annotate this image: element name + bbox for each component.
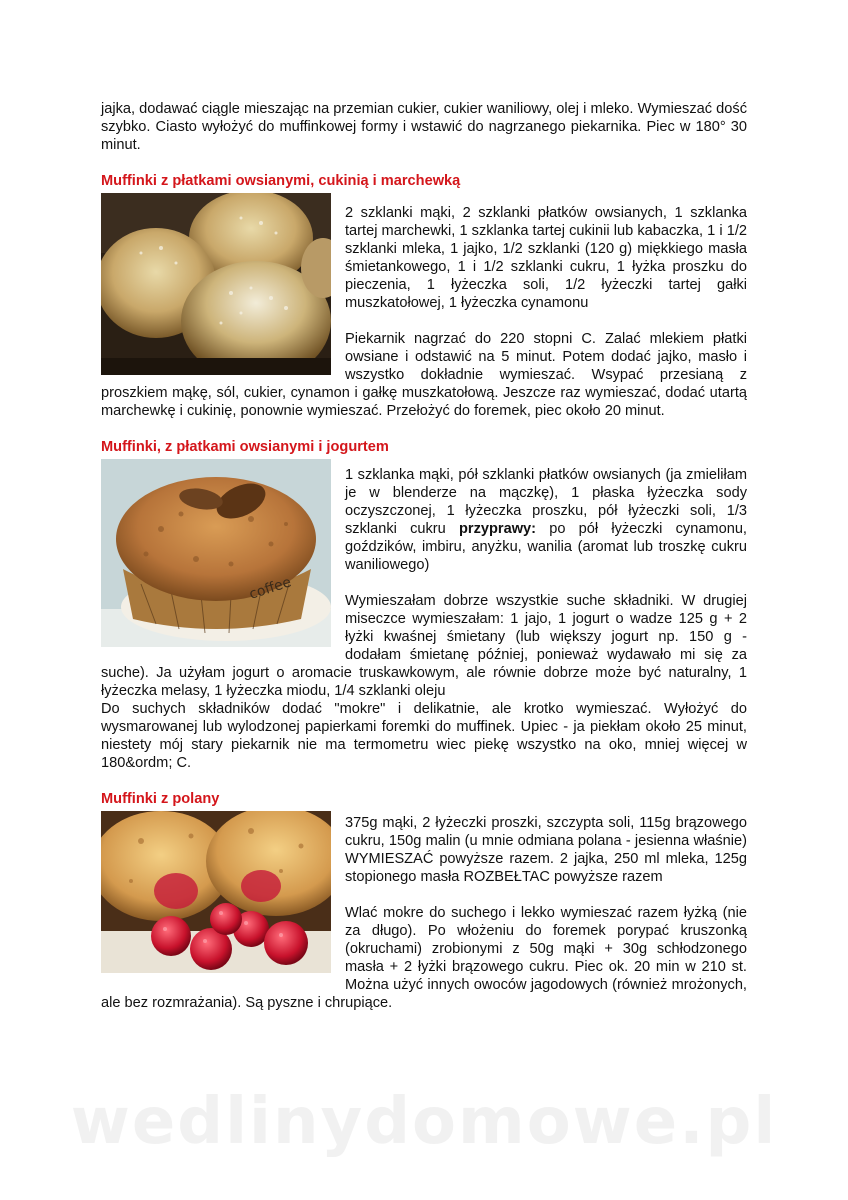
recipe2-method-continued: Do suchych składników dodać "mokre" i delikatnie, ale krotko wymieszać. Wyłożyć do wysmarowanej lub wylodzonej papierkami foremki do muffinek. Upiec - ja piekłam około 25 minut, niestety mój stary piekarnik nie ma termometru wiec piekę wszystko na oko, mniej więcej w 180&ordm; C.: [101, 701, 747, 771]
recipe2-method: Wymieszałam dobrze wszystkie suche składniki. W drugiej miseczce wymieszałam: 1 jajo, 1 jogurt o wadze 125 g + 2 łyżki kwaśnej śmietany (lub większy jogurt np. 150 g - dodałam śmietanę później, ponieważ wydawało mi się za suche). Ja użyłam jogurt o aromacie truskawkowym, ale równie dobrze może być naturalny, 1 łyżeczka melasy, 1 łyżeczka miodu, 1/4 szklanki oleju: [101, 593, 747, 699]
svg-text:coffee: coffee: [247, 574, 294, 603]
recipe-title-oat-zucchini-carrot: Muffinki z płatkami owsianymi, cukinią i marchewką: [101, 173, 461, 189]
recipe2-spices-label: przyprawy:: [458, 521, 537, 537]
photo-oat-yogurt-muffin: [101, 459, 331, 647]
watermark: wedlinydomowe.pl: [70, 1085, 778, 1159]
recipe3-method: Wlać mokre do suchego i lekko wymieszać razem łyżką (nie za długo). Po włożeniu do foremek porypać kruszonką (okruchami) zrobionymi z 50g mąki + 30g schłodzonego masła + 2 łyżki brązowego cukru. Piec ok. 20 min w 210 st. Można użyć innych owoców jagodowych (również mrożonych, ale bez rozmrażania). Są pyszne i chrupiące.: [101, 905, 747, 1011]
recipe1-method: Piekarnik nagrzać do 220 stopni C. Zalać mlekiem płatki owsiane i odstawić na 5 minut. Potem dodać jajko, masło i wszystko dokładnie wymieszać. Wsypać przesianą z proszkiem mąkę, sól, cukier, cynamon i gałkę muszkatołową. Jeszcze raz wymieszać, dodać utartą marchewkę i cukinię, ponownie wymieszać. Przełożyć do foremek, piec około 20 minut.: [101, 331, 747, 419]
photo-oat-zucchini-muffins: [101, 193, 331, 375]
recipe-title-polana: Muffinki z polany: [101, 791, 220, 807]
recipe3-ingredients: 375g mąki, 2 łyżeczki proszki, szczypta soli, 115g brązowego cukru, 150g malin (u mnie odmiana polana - jesienna właśnie) WYMIESZAĆ powyższe razem. 2 jajka, 250 ml mleka, 125g stopionego masła ROZBEŁTAC powyższe razem: [345, 815, 747, 885]
photo-raspberry-muffins: [101, 811, 331, 973]
recipe2-ingredients-start: 1 szklanka mąki, pół szklanki płatków owsianych (ja zmieliłam je w blenderze na mączkę), 1 płaska łyżeczka sody oczyszczonej, 1 łyżeczka proszku, pół łyżeczki soli, 1/3 szklanki cukru: [345, 467, 747, 537]
intro-paragraph: jajka, dodawać ciągle mieszając na przemian cukier, cukier waniliowy, olej i mleko. Wymieszać dość szybko. Ciasto wyłożyć do muffinkowej formy i wstawić do nagrzanego piekarnika. Piec w 180° 30 minut.: [101, 101, 747, 153]
recipe-title-oat-yogurt: Muffinki, z płatkami owsianymi i jogurtem: [101, 439, 389, 455]
document-page: [101, 100, 747, 1012]
recipe1-ingredients: 2 szklanki mąki, 2 szklanki płatków owsianych, 1 szklanka tartej marchewki, 1 szklanka tartej cukinii lub kabaczka, 1 i 1/2 szklanki mleka, 1 jajko, 1/2 szklanki (120 g) miękkiego masła śmietankowego, 1 i 1/2 szklanki cukru, 1 łyżka proszku do pieczenia, 1 łyżeczka soli, 1/2 łyżeczki tartej gałki muszkatołowej, 1 łyżeczka cynamonu: [345, 205, 747, 311]
recipe2-ingredients-end: po pół łyżeczki cynamonu, goździków, imbiru, anyżku, wanilia (aromat lub troszkę cukru waniliowego): [345, 521, 747, 573]
